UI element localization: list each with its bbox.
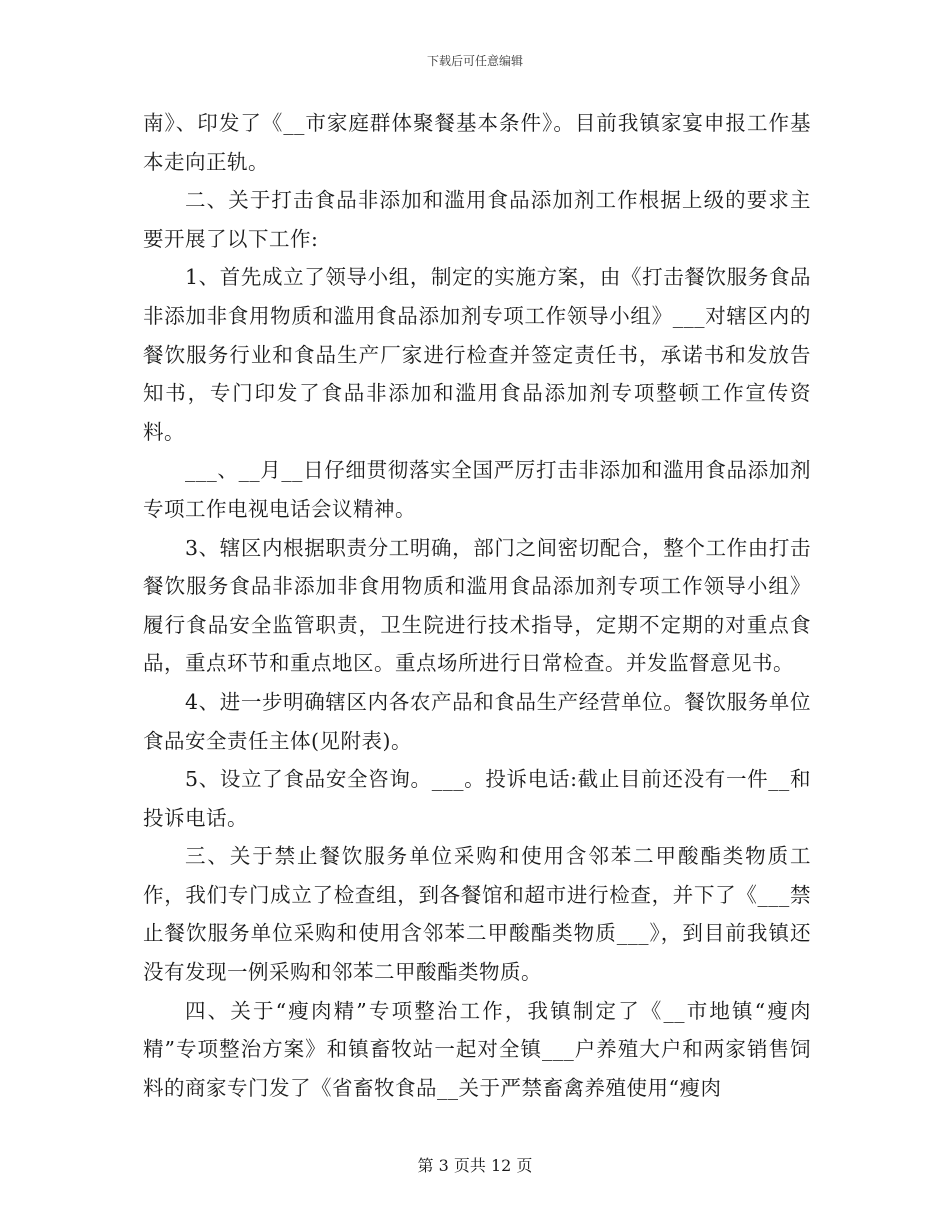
paragraph-item-1: 1、首先成立了领导小组，制定的实施方案，由《打击餐饮服务食品非添加非食用物质和滥用食品添加剂专项工作领导小组》___对辖区内的餐饮服务行业和食品生产厂家进行检查并签定责任书，承诺书和发放告知书，专门印发了食品非添加和滥用食品添加剂专项整顿工作宣传资料。	[143, 265, 811, 444]
paragraph-item-2: ___、__月__日仔细贯彻落实全国严厉打击非添加和滥用食品添加剂专项工作电视电话会议精神。	[143, 458, 811, 521]
page-header: 下载后可任意编辑	[426, 54, 523, 68]
paragraph-item-4: 4、进一步明确辖区内各农产品和食品生产经营单位。餐饮服务单位食品安全责任主体(见附表)。	[143, 689, 811, 753]
paragraph-item-5: 5、设立了食品安全咨询。___。投诉电话:截止目前还没有一件__和投诉电话。	[143, 767, 811, 830]
paragraph-section-two: 二、关于打击食品非添加和滥用食品添加剂工作根据上级的要求主要开展了以下工作:	[143, 188, 811, 251]
paragraph-section-three: 三、关于禁止餐饮服务单位采购和使用含邻苯二甲酸酯类物质工作，我们专门成立了检查组，到各餐馆和超市进行检查，并下了《___禁止餐饮服务单位采购和使用含邻苯二甲酸酯类物质___》，到目前我镇还没有发现一例采购和邻苯二甲酸酯类物质。	[143, 844, 811, 985]
page-number: 第 3 页共 12 页	[417, 1156, 533, 1175]
paragraph-section-four: 四、关于“瘦肉精”专项整治工作，我镇制定了《__市地镇“瘦肉精”专项整治方案》和镇畜牧站一起对全镇___户养殖大户和两家销售饲料的商家专门发了《省畜牧食品__关于严禁畜禽养殖使用“瘦肉	[143, 998, 811, 1100]
paragraph-continuation: 南》、印发了《__市家庭群体聚餐基本条件》。目前我镇家宴申报工作基本走向正轨。	[143, 111, 811, 174]
document-body	[143, 104, 811, 1107]
paragraph-item-3: 3、辖区内根据职责分工明确，部门之间密切配合，整个工作由打击餐饮服务食品非添加非食用物质和滥用食品添加剂专项工作领导小组》履行食品安全监管职责，卫生院进行技术指导，定期不定期的对重点食品，重点环节和重点地区。重点场所进行日常检查。并发监督意见书。	[143, 535, 811, 676]
